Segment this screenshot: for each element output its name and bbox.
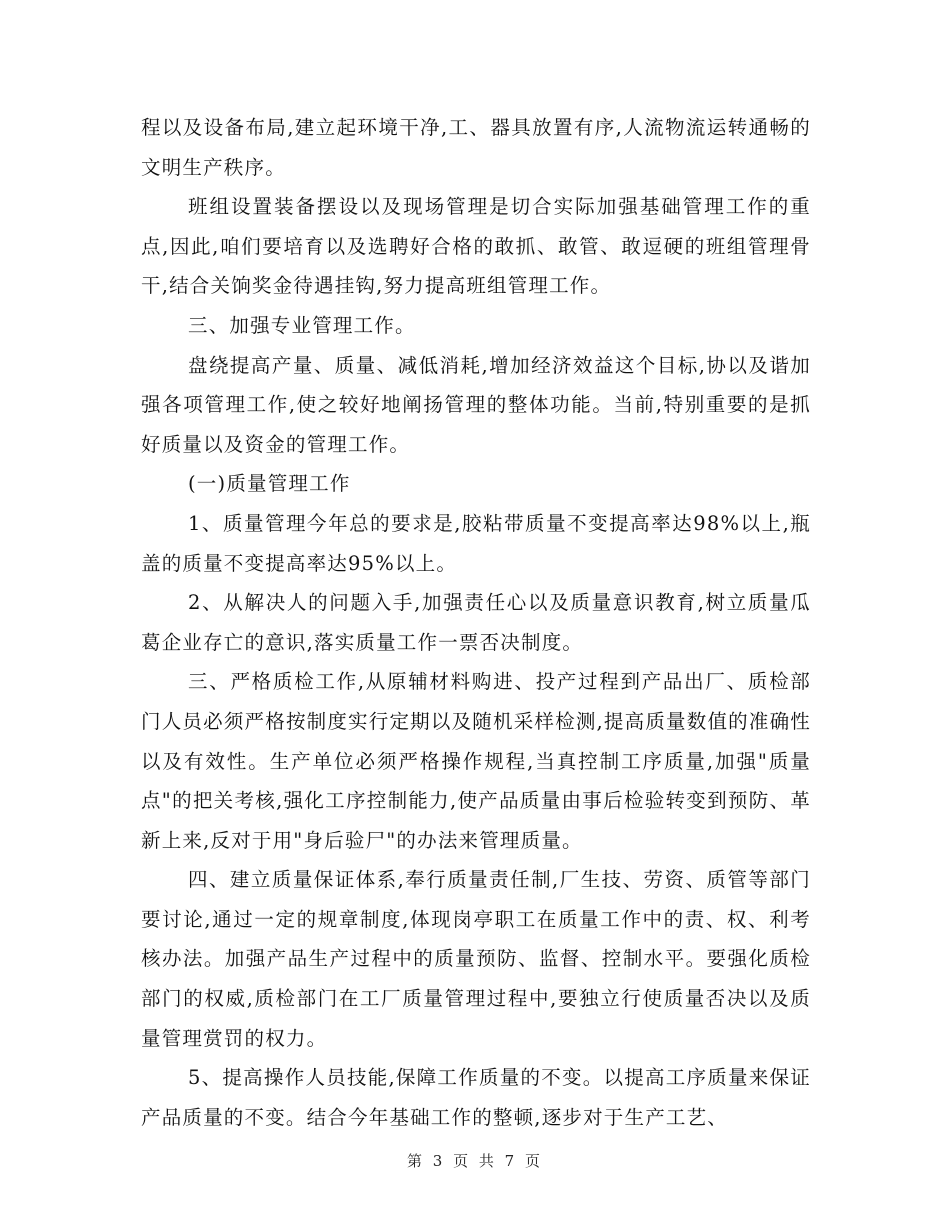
paragraph-2: 班组设置装备摆设以及现场管理是切合实际加强基础管理工作的重点,因此,咱们要培育以及选聘好合格的敢抓、敢管、敢逗硬的班组管理骨干,结合关饷奖金待遇挂钩,努力提高班组管理工作。 <box>141 195 811 298</box>
subsection-heading-quality: (一)质量管理工作 <box>188 472 351 496</box>
paragraph-4: 盘绕提高产量、质量、减低消耗,增加经济效益这个目标,协以及谐加强各项管理工作,使之较好地阐扬管理的整体功能。当前,特别重要的是抓好质量以及资金的管理工作。 <box>141 353 811 456</box>
paragraph-1: 程以及设备布局,建立起环境干净,工、器具放置有序,人流物流运转通畅的文明生产秩序。 <box>141 116 811 179</box>
paragraph-item-5: 5、提高操作人员技能,保障工作质量的不变。以提高工序质量来保证产品质量的不变。结合今年基础工作的整顿,逐步对于生产工艺、 <box>141 1066 811 1129</box>
document-body <box>141 108 811 1137</box>
paragraph-item-1: 1、质量管理今年总的要求是,胶粘带质量不变提高率达98%以上,瓶盖的质量不变提高率达95%以上。 <box>141 511 811 575</box>
paragraph-item-2: 2、从解决人的问题入手,加强责任心以及质量意识教育,树立质量瓜葛企业存亡的意识,落实质量工作一票否决制度。 <box>141 591 811 654</box>
paragraph-item-4: 四、建立质量保证体系,奉行质量责任制,厂生技、劳资、质管等部门要讨论,通过一定的规章制度,体现岗亭职工在质量工作中的责、权、利考核办法。加强产品生产过程中的质量预防、监督、控制水平。要强化质检部门的权威,质检部门在工厂质量管理过程中,要独立行使质量否决以及质量管理赏罚的权力。 <box>141 868 811 1050</box>
page-footer: 第 3 页 共 7 页 <box>407 1152 543 1170</box>
section-heading-3: 三、加强专业管理工作。 <box>188 313 416 337</box>
paragraph-item-3: 三、严格质检工作,从原辅材料购进、投产过程到产品出厂、质检部门人员必须严格按制度实行定期以及随机采样检测,提高质量数值的准确性以及有效性。生产单位必须严格操作规程,当真控制工序质量,加强"质量点"的把关考核,强化工序控制能力,使产品质量由事后检验转变到预防、革新上来,反对于用"身后验尸"的办法来管理质量。 <box>141 670 811 852</box>
